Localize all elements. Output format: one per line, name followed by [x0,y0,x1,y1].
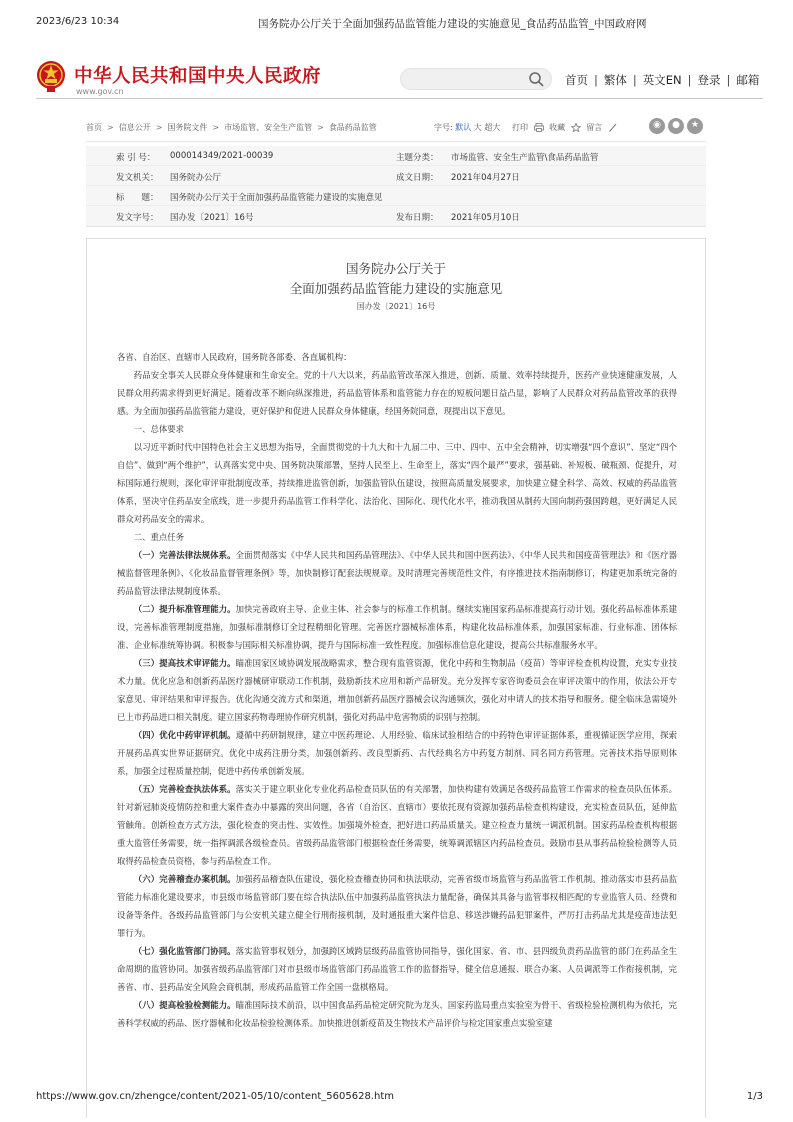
title-value: 国务院办公厅关于全面加强药品监管能力建设的实施意见 [170,193,383,203]
intro-paragraph: 药品安全事关人民群众身体健康和生命安全。党的十八大以来，药品监管改革深入推进，创新、质量、效率持续提升，医药产业快速健康发展，人民群众用药需求得到更好满足。随着改革不断向纵深推进，药品监管体系和监管能力存在的短板问题日益凸显，影响了人民群众对药品监管改革的获得感。为全面加强药品监管能力建设，更好保护和促进人民群众身体健康，经国务院同意，现提出以下意见。 [117,370,677,416]
task-title: （五）完善检查执法体系。 [133,784,236,794]
print-button[interactable]: 打印 [512,123,528,132]
breadcrumb-item[interactable]: 食品药品监管 [328,123,377,132]
task-title: （三）提高技术审评能力。 [133,658,236,668]
section-paragraph: 以习近平新时代中国特色社会主义思想为指导，全面贯彻党的十九大和十九届二中、三中、四中、五中全会精神，切实增强“四个意识”、坚定“四个自信”、做到“两个维护”，认真落实党中央、国务院决策部署，坚持人民至上、生命至上，落实“四个最严”要求，强基础、补短板、破瓶颈、促提升，对标国际通行规则，深化审评审批制度改革，持续推进监管创新，加强监管队伍建设，按照高质量发展要求，加快建立健全科学、高效、权威的药品监管体系，坚决守住药品安全底线，进一步提升药品监管工作科学化、法治化、国际化、现代化水平，推动我国从制药大国向制药强国跨越，更好满足人民群众对药品安全的需求。 [117,442,677,524]
task-text: 落实关于建立职业化专业化药品检查员队伍的有关部署，加快构建有效满足各级药品监管工作需求的检查员队伍体系。针对新冠肺炎疫情防控和重大案件查办中暴露的突出问题，各省（自治区、直辖市）要依托现有资源加强药品检查机构建设，充实检查员队伍，延伸监管触角。创新检查方式方法，强化检查的突击性、实效性。加强境外检查，把好进口药品质量关。建立检查力量统一调派机制。国家药品检查机构根据重大监管任务需要，统一指挥调派各级检查员。省级药品监管部门根据检查任务需要，统筹调派辖区内药品检查员。鼓励市县从事药品检验检测等人员取得药品检查员资格，参与药品检查工作。 [117,784,677,866]
star-icon[interactable] [571,123,581,132]
favorite-button[interactable]: 收藏 [549,123,566,132]
font-size-switcher [434,122,500,133]
docno-label: 发文字号： [116,213,159,223]
task-text: 落实监管事权划分，加强跨区域跨层级药品监管协同指导，强化国家、省、市、县四级负责药品监管的部门在药品全生命周期的监管协同。加强省级药品监管部门对市县级市场监管部门药品监管工作的监督指导，健全信息通报、联合办案、人员调派等工作衔接机制，完善省、市、县药品安全风险会商机制，形成药品监管工作全国一盘棋格局。 [117,946,677,992]
task-text: 加快完善政府主导、企业主体、社会参与的标准工作机制。继续实施国家药品标准提高行动计划。强化药品标准体系建设，完善标准管理制度措施，加强标准制修订全过程精细化管理。完善医疗器械标准体系，构建化妆品标准体系，加强国家标准、行业标准、团体标准、企业标准统筹协调。积极参与国际相关标准协调，提升与国际标准一致性程度。加强标准信息化建设，提高公共标准服务水平。 [117,604,677,650]
breadcrumb-item[interactable]: 信息公开 [118,123,151,132]
share-icons [649,118,706,136]
task-text: 瞄准国家区域协调发展战略需求，整合现有监管资源，优化中药和生物制品（疫苗）等审评检查机构设置，充实专业技术力量。优化应急和创新药品医疗器械研审联动工作机制，鼓励新技术应用和新产品研发。充分发挥专家咨询委员会在审评决策中的作用，依法公开专家意见、审评结果和审评报告。优化沟通交流方式和渠道，增加创新药品医疗器械会议沟通频次，强化对申请人的技术指导和服务。健全临床急需境外已上市药品进口相关制度。建立国家药物毒理协作研究机制，强化对药品中危害物质的识别与控制。 [117,658,677,722]
task-paragraph [117,600,677,654]
task-text: 加强药品稽查队伍建设，强化检查稽查协同和执法联动，完善省级市场监管与药品监管工作机制。推动落实市县药品监管能力标准化建设要求，市县级市场监管部门要在综合执法队伍中加强药品监管执法力量配备，确保其具备与监管事权相匹配的专业监管人员、经费和设备等条件。各级药品监管部门与公安机关建立健全行刑衔接机制，及时通报重大案件信息、移送涉嫌药品犯罪案件，严厉打击药品尤其是疫苗违法犯罪行为。 [117,874,677,938]
page-tools [512,122,621,133]
font-xlarge-button[interactable]: 超大 [484,123,501,132]
task-title: （六）完善稽查办案机制。 [133,874,236,884]
issuer-value: 国务院办公厅 [170,173,222,183]
task-paragraph [117,780,677,870]
title-label: 标 题： [116,193,159,203]
task-paragraph [117,942,677,996]
info-row [86,166,706,186]
subject-value: 市场监管、安全生产监管\食品药品监管 [451,153,599,163]
info-row [86,146,706,166]
nav-mail[interactable]: 邮箱 [736,73,760,87]
published-value: 2021年05月10日 [451,213,520,223]
task-text: 全面贯彻落实《中华人民共和国药品管理法》、《中华人民共和国中医药法》、《中华人民共和国疫苗管理法》和《医疗器械监督管理条例》、《化妆品监督管理条例》等，加快制修订配套法规规章。及时清理完善规范性文件，有序推进技术指南制修订，构建更加系统完备的药品监管法律法规制度体系。 [117,550,678,596]
index-label: 索 引 号： [116,153,156,163]
task-text: 瞄准国际技术前沿，以中国食品药品检定研究院为龙头、国家药监局重点实验室为骨干、省级检验检测机构为依托，完善科学权威的药品、医疗器械和化妆品检验检测体系。加快推进创新疫苗及生物技术产品评价与检定国家重点实验室建 [117,1000,677,1028]
page-number: 1/3 [746,1091,763,1102]
breadcrumb-divider [86,141,706,142]
nav-home[interactable]: 首页 [565,73,588,87]
index-value: 000014349/2021-00039 [170,151,274,161]
search-input[interactable] [400,68,552,90]
info-row [86,186,706,206]
document-number: 国办发〔2021〕16号 [356,302,436,311]
created-label: 成文日期： [396,173,439,183]
info-row [86,206,706,226]
weibo-icon[interactable]: ◉ [649,118,665,134]
task-paragraph [117,996,677,1032]
task-paragraph [117,546,677,600]
section-heading: 二、重点任务 [133,532,185,542]
site-header [36,60,763,104]
breadcrumb-item[interactable]: 国务院文件 [167,123,208,132]
favorite-star-icon[interactable]: ★ [687,118,703,134]
subject-label: 主题分类： [396,153,439,163]
task-title: （一）完善法律法规体系。 [133,550,236,560]
print-header [36,16,763,32]
header-divider [36,98,763,99]
salutation: 各省、自治区、直辖市人民政府，国务院各部委、各直属机构： [117,352,352,362]
nav-english[interactable]: 英文EN [642,73,682,87]
task-paragraph [117,654,677,726]
breadcrumb: 首页 > 信息公开 > 国务院文件 > 市场监管、安全生产监管 > 食品药品监管 字号: 默认 大 超大 打印 收藏 留言 ◉ ● ★ [86,122,706,136]
task-text: 遵循中药研制规律，建立中医药理论、人用经验、临床试验相结合的中药特色审评证据体系，重视循证医学应用，探索开展药品真实世界证据研究。优化中成药注册分类，加强创新药、改良型新药、古代经典名方中药复方制剂、同名同方药管理。完善技术指导原则体系，加强全过程质量控制，促进中药传承创新发展。 [117,730,677,776]
task-paragraph [117,870,677,942]
font-large-button[interactable]: 大 [473,123,482,132]
nav-login[interactable]: 登录 [697,73,721,87]
breadcrumb-item[interactable]: 市场监管、安全生产监管 [224,123,313,132]
task-title: （四）优化中药审评机制。 [133,730,236,740]
search-icon[interactable] [528,71,545,88]
published-label: 发布日期： [396,213,439,223]
site-name[interactable]: 中华人民共和国中央人民政府 [74,66,322,87]
printer-icon[interactable] [534,123,544,132]
print-datetime: 2023/6/23 10:34 [36,16,120,27]
section-heading: 一、总体要求 [133,424,185,434]
task-title: （二）提升标准管理能力。 [133,604,236,614]
breadcrumb-item[interactable]: 首页 [86,123,102,132]
top-nav: 首页 | 繁体 | 英文EN | 登录 | 邮箱 [565,73,760,87]
document-content [86,238,706,1118]
page-url: https://www.gov.cn/zhengce/content/2021-05/10/content_5605628.htm [36,1091,394,1102]
task-title: （八）提高检验检测能力。 [133,1000,236,1010]
created-value: 2021年04月27日 [451,173,520,183]
document-title-line1: 国务院办公厅关于 [345,261,446,276]
document-body [117,348,677,1032]
task-paragraph [117,726,677,780]
docno-value: 国办发〔2021〕16号 [170,213,254,223]
document-info-table [86,146,706,227]
font-default-button[interactable]: 默认 [455,123,472,132]
font-size-label: 字号: [434,123,453,132]
site-url: www.gov.cn [76,87,124,96]
issuer-label: 发文机关： [116,173,159,183]
wechat-icon[interactable]: ● [668,118,684,134]
nav-traditional[interactable]: 繁体 [603,73,627,87]
national-emblem-icon[interactable] [36,60,66,94]
pen-icon[interactable] [608,123,618,132]
comment-button[interactable]: 留言 [586,123,603,132]
print-page-title: 国务院办公厅关于全面加强药品监管能力建设的实施意见_食品药品监管_中国政府网 [258,18,647,30]
document-title-line2: 全面加强药品监管能力建设的实施意见 [289,281,503,296]
task-title: （七）强化监管部门协同。 [133,946,236,956]
